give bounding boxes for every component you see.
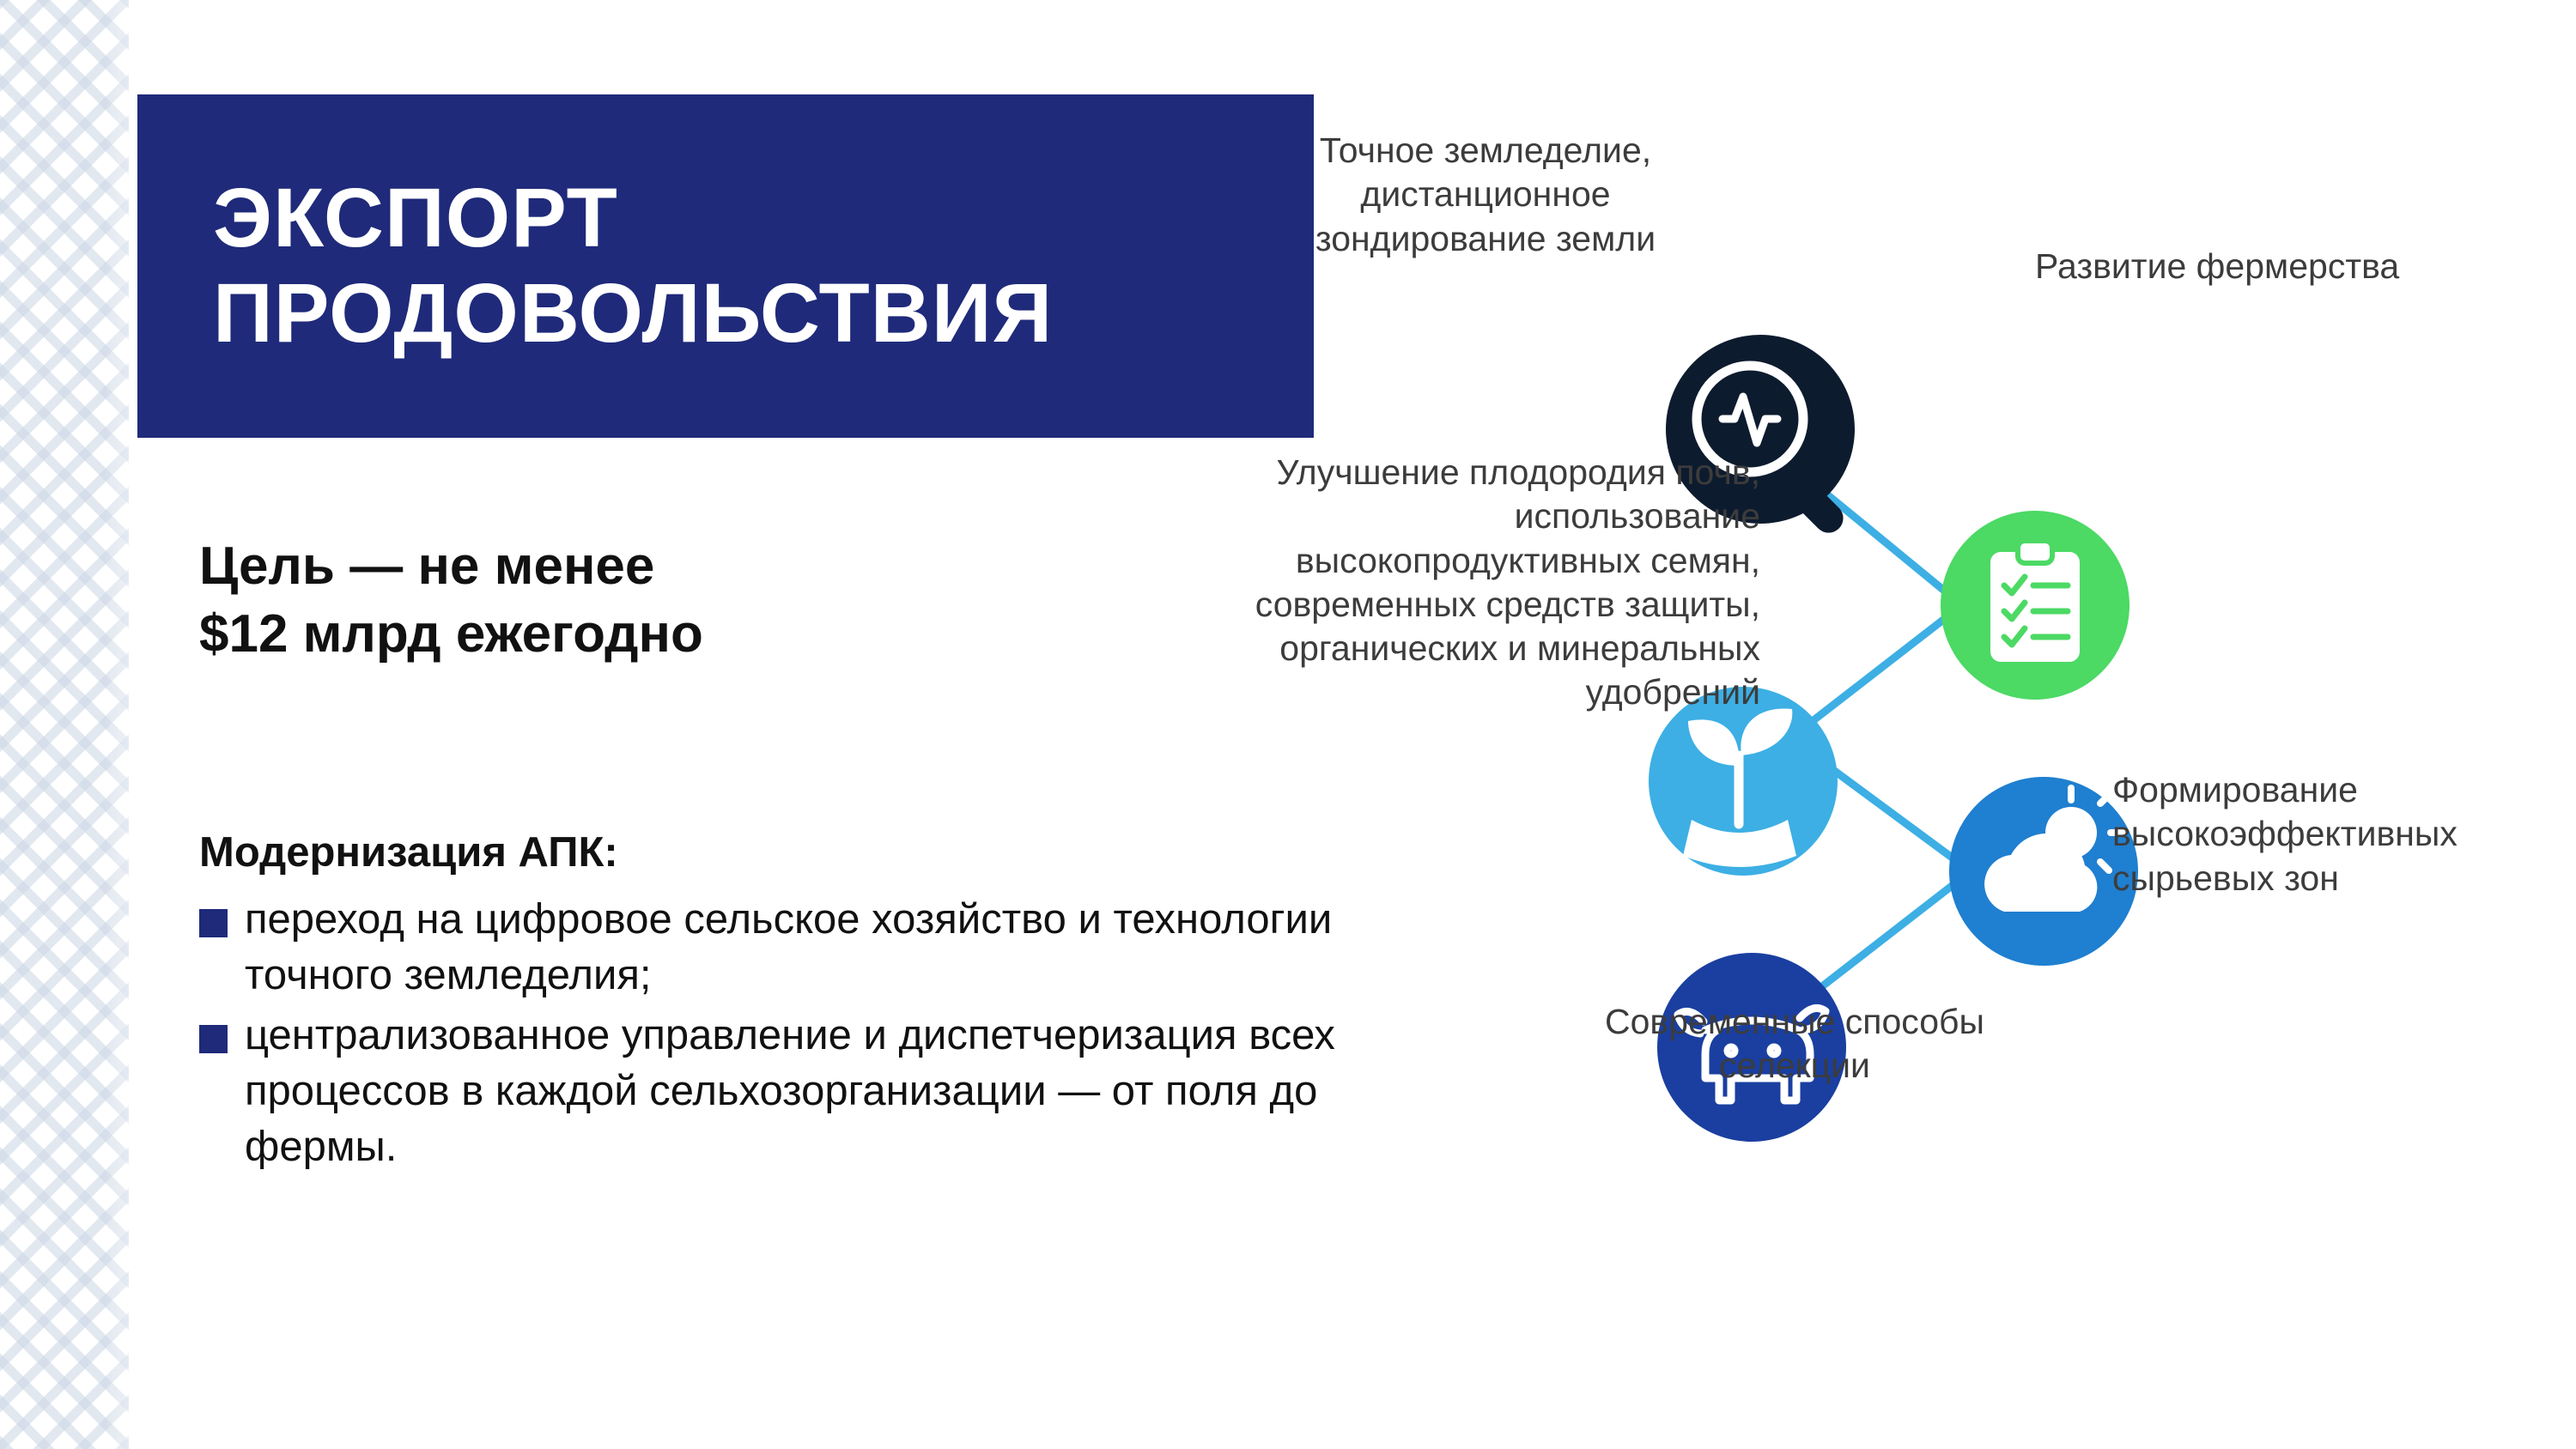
checklist-icon	[1990, 541, 2080, 662]
modernization-block	[199, 828, 1427, 1179]
goal-line-2: $12 млрд ежегодно	[199, 604, 703, 664]
goal-line-1: Цель — не менее	[199, 537, 655, 596]
node-raw-material-zones	[1949, 777, 2138, 966]
diagram-label-modern-selection: Современные способы селекции	[1605, 1002, 1984, 1086]
list-item-text: централизованное управление и диспетчеризация всех процессов в каждой сельхозорганизации — от поля до фермы.	[245, 1012, 1335, 1170]
square-bullet-icon	[199, 909, 228, 937]
list-item-text: переход на цифровое сельское хозяйство и технологии точного земледелия;	[245, 896, 1333, 998]
list-item	[199, 892, 1427, 1003]
slide-title-box	[137, 94, 1314, 438]
diagram-svg	[1245, 129, 2567, 1373]
goal-block	[199, 532, 1273, 669]
square-bullet-icon	[199, 1025, 228, 1053]
connector-zones-to-selection	[1799, 871, 1971, 1004]
slide-title-line-2: ПРОДОВОЛЬСТВИЯ	[213, 266, 1054, 360]
diagram-label-soil-fertility: Улучшение плодородия почв, использование высокопродуктивных семян, современных средств защиты, органических и минеральных удобрений	[1255, 452, 1760, 712]
agriculture-modernization-diagram	[1245, 129, 2567, 1373]
node-farming-development	[1941, 511, 2129, 700]
list-item	[199, 1008, 1427, 1174]
diagram-label-farming-development: Развитие фермерства	[2035, 246, 2400, 286]
connector-farming-to-fertility	[1790, 605, 1962, 738]
modernization-heading: Модернизация АПК:	[199, 829, 618, 876]
diagram-label-raw-material-zones: Формирование высокоэффективных сырьевых зон	[2112, 770, 2458, 898]
diagram-label-precision-agriculture: Точное земледелие, дистанционное зондирование земли	[1315, 130, 1656, 258]
slide-title-line-1: ЭКСПОРТ	[213, 171, 618, 265]
node-soil-fertility	[1649, 687, 1838, 876]
